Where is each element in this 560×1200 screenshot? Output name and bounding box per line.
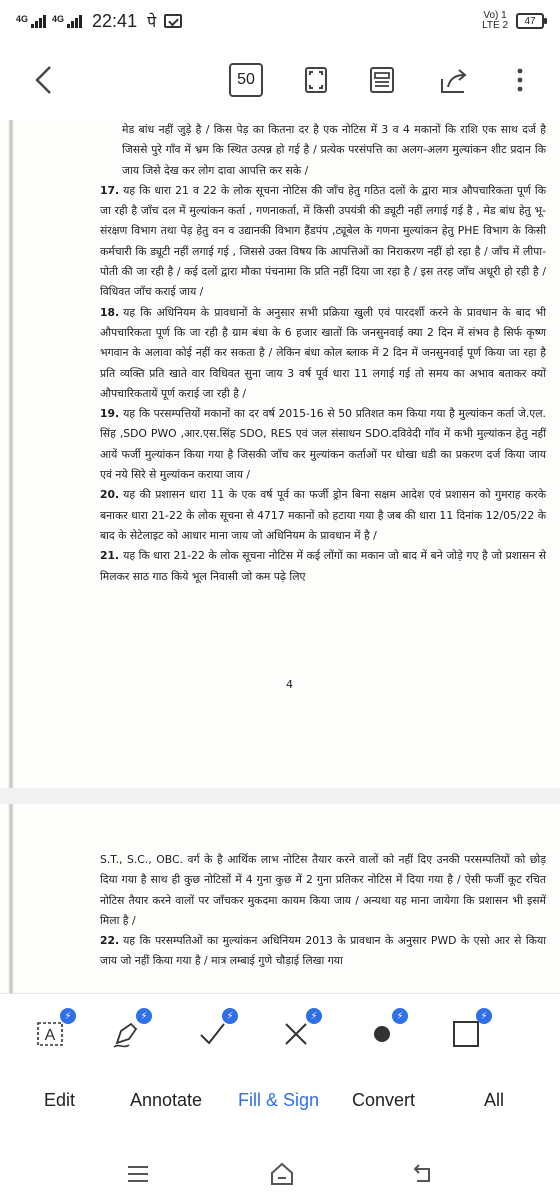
page-count-button[interactable]	[226, 60, 266, 100]
document-page	[0, 804, 560, 993]
paragraph-21	[100, 546, 546, 587]
back-icon	[409, 1163, 435, 1185]
paragraph-number: 17.	[100, 183, 120, 197]
tab-convert[interactable]: Convert	[352, 1090, 416, 1110]
paragraph-19	[100, 404, 546, 485]
paragraph-continuation: मेड बांध नहीं जुड़े है / किस पेड़ का कितना दर है एक नोटिस में 3 व 4 मकानों कि राशि एक साथ दर्ज है जिससे पुरे गाँव में भ्रम कि स्थित उत्पन्न हो गई है / प्रत्येक परसंपत्ति का अलग-अलग मुल्यांकन शीट प्रदान कि जाय जिसे देख कर लोग दावा आपत्ति कर सके /	[122, 123, 546, 177]
premium-badge-icon: ⚡	[306, 1008, 322, 1024]
tab-all[interactable]: All	[484, 1090, 505, 1110]
page-text	[100, 850, 546, 972]
paragraph-text: यह कि परसम्पत्तियों मकानों का दर वर्ष 2015-16 से 50 प्रतिशत कम किया गया है मुल्यांकन कर्ता जे.एल. सिंह ,SDO PWO ,आर.एस.सिंह SDO, RES एवं जल संसाधन SDO.दविवेदी गाँव में कभी मुल्यांकन हेतु नहीं आयें फर्जी मुल्यांकन किया गया है जिसकी जाँच कर मुल्यांकन कर्ताओं पर धोखा धडी का प्रकरण दर्ज किया जाय एवं नये सिरे से मुल्यांकन कराया जाय /	[100, 407, 546, 482]
dot-tool[interactable]	[360, 1012, 404, 1056]
paragraph-number: 22.	[100, 934, 120, 948]
carrier-app-indicator: पे	[147, 14, 157, 31]
signal-strength-2-icon	[52, 15, 82, 28]
document-page	[0, 120, 560, 788]
premium-badge-icon: ⚡	[60, 1008, 76, 1024]
paragraph-text: यह कि धारा 21-22 के लोक सूचना नोटिस में कई लोंगों का मकान जो बाद में बने जोड़े गए है जो प्रशासन से मिलकर साठ गाठ किये भूल निवासी जो कम पढ़े लिए	[100, 549, 546, 583]
volte-line-1: Vo) 1	[483, 10, 507, 21]
premium-badge-icon: ⚡	[136, 1008, 152, 1024]
checkmark-tool[interactable]	[190, 1012, 234, 1056]
paragraph-text: यह कि परसम्पतिओं का मुल्यांकन अधिनियम 2013 के प्रावधान के अनुसार PWD के एसो आर से किया जाय जो नहीं किया गया है / मात्र लम्बाई गुणे चौड़ाई लिखा गया	[100, 934, 546, 968]
pages-icon	[229, 63, 263, 97]
paragraph-20	[100, 485, 546, 546]
document-viewer[interactable]	[0, 120, 560, 993]
check-mark-icon	[197, 1019, 227, 1049]
reflow-button[interactable]	[362, 60, 402, 100]
paragraph-text: यह की प्रशासन धारा 11 के एक वर्ष पूर्व का फर्जी ड्रोन बिना सक्षम आदेश एवं प्रशासन को गुमराह करके बनाकर धारा 21-22 के लोक सूचना से 4717 मकानों को हटाया गया है जब की धारा 11 दिनांक 12/05/22 के बाद के सेटेलाइट को आधार माना जाय जो अधिनियम के प्रावधान में है /	[100, 488, 546, 542]
home-button[interactable]	[262, 1159, 302, 1189]
menu-icon	[125, 1163, 151, 1185]
recent-apps-button[interactable]	[118, 1159, 158, 1189]
fullscreen-button[interactable]	[296, 60, 336, 100]
home-icon	[268, 1161, 296, 1187]
tab-fill-and-sign[interactable]: Fill & Sign	[238, 1090, 320, 1110]
paragraph-number: 20.	[100, 488, 120, 502]
navigation-bar	[0, 1147, 560, 1200]
status-bar	[0, 0, 560, 42]
premium-badge-icon: ⚡	[476, 1008, 492, 1024]
scan-margin-mark	[8, 120, 14, 788]
message-notification-icon	[164, 14, 182, 28]
cross-tool[interactable]	[274, 1012, 318, 1056]
top-toolbar	[0, 42, 560, 120]
battery-level: 47	[524, 15, 536, 27]
signal-strength-1-icon	[16, 15, 46, 28]
paragraph-number: 18.	[100, 305, 120, 319]
network-type-2: 4G	[52, 13, 65, 24]
paragraph-text: यह कि अधिनियम के प्रावधानों के अनुसार सभी प्रक्रिया खुली एवं पारदर्शी करने के प्रावधान के बाद भी औपचारिकता पूर्ण कि जा रही है ग्राम बंधा के 6 हजार खातों कि जनसुनवाई क्या 2 दिन में संभव है सिर्फ कृष्ण भगवान के अलावा कोई नहीं कर सकता है / लेकिन बंधा कोल ब्लाक में 2 दिन में जनसुनवाई पूर्ण किया जा रहा है प्रति व्यक्ति प्रति खाते वार विधिवत सुना जाय 3 वर्ष पूर्व धारा 11 लगाई गई तो समय का अभाव बताकर क्यों औपचारिकतायें पूर्ण कराई जा रही है /	[100, 305, 546, 400]
reflow-icon	[367, 65, 397, 95]
expand-icon	[301, 65, 331, 95]
premium-badge-icon: ⚡	[392, 1008, 408, 1024]
tab-annotate[interactable]: Annotate	[130, 1090, 203, 1110]
scan-margin-mark	[8, 804, 14, 993]
share-button[interactable]	[434, 60, 474, 100]
paragraph-22	[100, 931, 546, 972]
clock: 22:41	[92, 10, 138, 31]
paragraph-number: 19.	[100, 407, 120, 421]
svg-text:A: A	[44, 1027, 56, 1044]
dot-icon	[367, 1019, 397, 1049]
paragraph-number: 21.	[100, 549, 120, 563]
back-button[interactable]	[24, 60, 64, 100]
network-type-1: 4G	[16, 13, 29, 24]
page-text	[100, 120, 546, 587]
cross-mark-icon	[281, 1019, 311, 1049]
text-box-icon	[35, 1019, 65, 1049]
tab-edit[interactable]: Edit	[44, 1090, 76, 1110]
rectangle-icon	[451, 1019, 481, 1049]
sign-tool[interactable]	[104, 1012, 148, 1056]
more-options-button[interactable]	[500, 60, 540, 100]
volte-line-2: LTE 2	[482, 20, 508, 31]
page-number: 4	[286, 678, 293, 691]
volte-indicator	[482, 11, 508, 31]
mode-tabs	[0, 1090, 560, 1120]
annotation-toolbar	[0, 993, 560, 1147]
more-icon	[516, 65, 524, 95]
page-count: 50	[237, 71, 255, 88]
premium-badge-icon: ⚡	[222, 1008, 238, 1024]
paragraph-18	[100, 303, 546, 404]
rectangle-tool[interactable]	[444, 1012, 488, 1056]
share-icon	[438, 65, 470, 95]
battery-icon	[516, 13, 544, 29]
back-arrow-icon	[32, 64, 56, 96]
paragraph-continuation: S.T., S.C., OBC. वर्ग के है आर्थिक लाभ नोटिस तैयार करने वालों को नहीं दिए उनकी परसम्पतियों को छोड़ दिया गया है साथ ही कुछ नोटिसों में 4 गुना कुछ में 2 गुना प्रतिकर नोटिस में दिया गया है / ऐसी फर्जी कूट रचित नोटिस तैयार करने वालों पर जाँचकर मुकदमा कायम किया जाय / अन्यथा यह माना जायेगा कि प्रशासन भी इसमें मिला है /	[100, 853, 546, 927]
paragraph-17	[100, 181, 546, 303]
system-back-button[interactable]	[402, 1159, 442, 1189]
pen-sign-icon	[111, 1019, 141, 1049]
paragraph-text: यह कि धारा 21 व 22 के लोक सूचना नोटिस की जाँच हेतु गठित दलों के द्वारा मात्र औपचारिकता पूर्ण कि जा रही है जाँच दल में मुल्यांकन कर्ता , गणनाकर्ता, में किसी उपयंत्री की ड्यूटी नहीं लगाई गई है , मेड बांध हेतु भू-संरक्षण विभाग तथा पेड़ हेतु वन व उद्यानकी विभाग हैंडपंप ,ट्यूबेल के गणना मुल्यांकन हेतु PHE विभाग के किसी कर्मचारी कि ड्यूटी नहीं लगाई गई , जिससे उक्त विषय कि आपत्तिओं का निराकरण नहीं हो रहा है / जाँच में लीपा-पोती की जा रही है / कई दलों द्वारा मौका पंचनामा कि प्रति नहीं दिया जा रहा है / इस तरह जाँच अधूरी हो रही है / विधिवत जाँच कराई जाय /	[100, 183, 546, 299]
add-text-tool[interactable]	[28, 1012, 72, 1056]
